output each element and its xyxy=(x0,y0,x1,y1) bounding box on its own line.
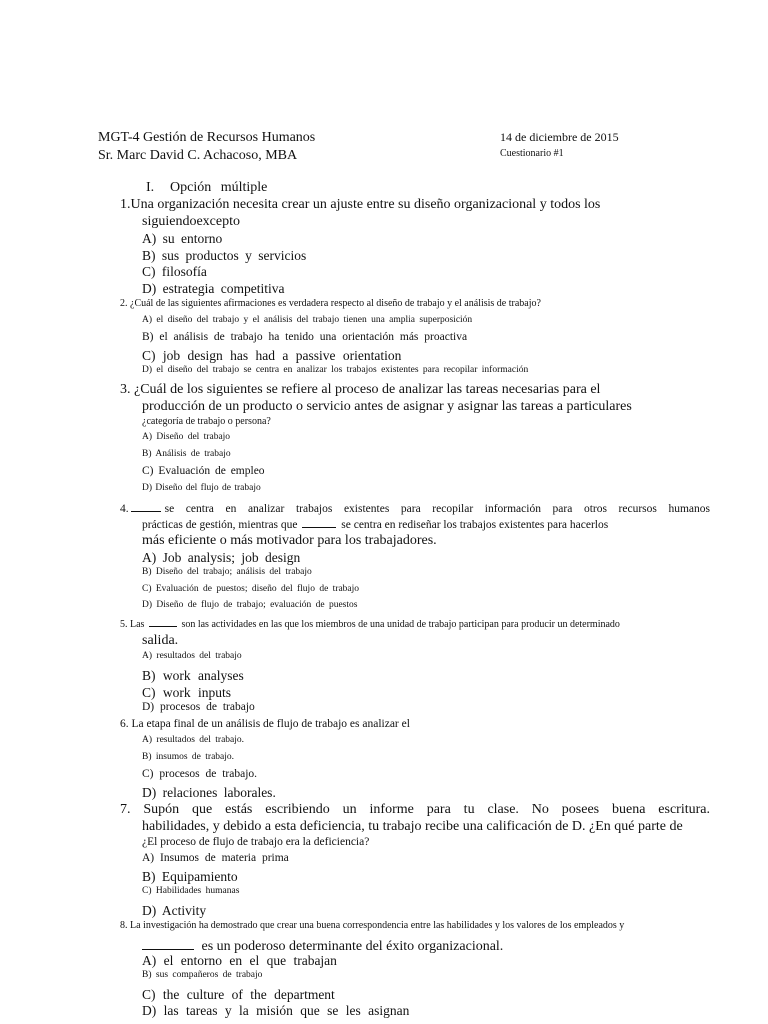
question-2-text: 2. ¿Cuál de las siguientes afirmaciones es verdadera respecto al diseño de trabajo y el análisis de trabajo? xyxy=(120,298,541,309)
question-3-line-3: ¿categoría de trabajo o persona? xyxy=(142,416,271,427)
question-1-option-a: A) su entorno xyxy=(142,231,223,246)
question-8-option-c: C) the culture of the department xyxy=(142,987,335,1002)
question-6-text: 6. La etapa final de un análisis de flujo de trabajo es analizar el xyxy=(120,718,410,730)
course-title: MGT-4 Gestión de Recursos Humanos xyxy=(98,130,316,145)
question-7-line-2: habilidades, y debido a esta deficiencia, tu trabajo recibe una calificación de D. ¿En qué parte de xyxy=(142,819,683,834)
question-4-option-d: D) Diseño de flujo de trabajo; evaluación de puestos xyxy=(142,600,358,610)
exam-date: 14 de diciembre de 2015 xyxy=(500,130,619,144)
question-1-line-1: 1.Una organización necesita crear un ajuste entre su diseño organizacional y todos los xyxy=(120,197,601,212)
question-4-number: 4. xyxy=(120,503,129,515)
question-2-option-a: A) el diseño del trabajo y el análisis del trabajo tienen una amplia superposición xyxy=(142,315,473,325)
question-3-line-2: producción de un producto o servicio antes de asignar y asignar las tareas a particulares xyxy=(142,399,632,414)
answer-blank xyxy=(149,617,177,627)
question-2-option-b: B) el análisis de trabajo ha tenido una orientación más proactiva xyxy=(142,331,468,343)
question-2-option-c: C) job design has had a passive orientation xyxy=(142,348,402,363)
question-4-line-1-text: se centra en analizar trabajos existentes para recopilar información para otros recursos humanos xyxy=(164,503,710,515)
question-8-option-a: A) el entorno en el que trabajan xyxy=(142,953,337,968)
question-6-option-a: A) resultados del trabajo. xyxy=(142,735,245,745)
question-1-line-2: siguiendoexcepto xyxy=(142,214,240,229)
question-7-option-b: B) Equipamiento xyxy=(142,869,238,884)
question-7-option-d: D) Activity xyxy=(142,903,207,918)
question-3-option-b: B) Análisis de trabajo xyxy=(142,449,231,459)
answer-blank xyxy=(131,499,161,512)
question-5-line-1-text: son las actividades en las que los miembros de una unidad de trabajo participan para producir un determinado xyxy=(181,619,620,630)
question-1-option-d: D) estrategia competitiva xyxy=(142,281,285,296)
answer-blank xyxy=(142,937,194,950)
question-7-line-3: ¿El proceso de flujo de trabajo era la deficiencia? xyxy=(142,836,370,848)
question-3-option-c: C) Evaluación de empleo xyxy=(142,465,265,477)
answer-blank xyxy=(302,515,336,528)
question-8-line-1: 8. La investigación ha demostrado que crear una buena correspondencia entre las habilidades y los valores de los empleados y xyxy=(120,920,625,931)
question-4-line-3: más eficiente o más motivador para los trabajadores. xyxy=(142,533,437,548)
quiz-label: Cuestionario #1 xyxy=(500,148,564,159)
question-3-option-d: D) Diseño del flujo de trabajo xyxy=(142,483,261,493)
question-8-line-2-text: es un poderoso determinante del éxito organizacional. xyxy=(201,939,504,954)
question-8-option-b: B) sus compañeros de trabajo xyxy=(142,970,263,980)
question-5-option-c: C) work inputs xyxy=(142,685,231,700)
question-7-option-a: A) Insumos de materia prima xyxy=(142,852,289,864)
question-4-line-2 xyxy=(142,515,608,531)
question-8-option-d: D) las tareas y la misión que se les asignan xyxy=(142,1003,410,1018)
question-7-line-1: 7. Supón que estás escribiendo un informe para tu clase. No posees buena escritura. xyxy=(120,802,710,817)
question-2-option-d: D) el diseño del trabajo se centra en analizar los trabajos existentes para recopilar información xyxy=(142,365,529,375)
question-5-line-2: salida. xyxy=(142,633,179,648)
question-5-option-d: D) procesos de trabajo xyxy=(142,701,255,713)
section-number: I. xyxy=(146,180,155,195)
question-7-option-c: C) Habilidades humanas xyxy=(142,886,240,896)
section-title: Opción múltiple xyxy=(170,180,268,195)
question-4-line-2-text-b: se centra en rediseñar los trabajos existentes para hacerlos xyxy=(341,519,609,531)
question-4-option-c: C) Evaluación de puestos; diseño del flujo de trabajo xyxy=(142,584,360,594)
question-6-option-d: D) relaciones laborales. xyxy=(142,785,276,800)
question-4-option-a: A) Job analysis; job design xyxy=(142,550,301,565)
question-6-option-c: C) procesos de trabajo. xyxy=(142,768,258,780)
question-5-option-a: A) resultados del trabajo xyxy=(142,651,242,661)
question-1-option-c: C) filosofía xyxy=(142,264,207,279)
question-5-number: 5. Las xyxy=(120,619,145,630)
question-3-line-1: 3. ¿Cuál de los siguientes se refiere al proceso de analizar las tareas necesarias para el xyxy=(120,382,601,397)
question-5-option-b: B) work analyses xyxy=(142,668,244,683)
instructor-name: Sr. Marc David C. Achacoso, MBA xyxy=(98,148,298,163)
question-4-line-1 xyxy=(120,499,710,515)
question-1-option-b: B) sus productos y servicios xyxy=(142,248,307,263)
question-4-line-2-text-a: prácticas de gestión, mientras que xyxy=(142,519,298,531)
question-6-option-b: B) insumos de trabajo. xyxy=(142,752,235,762)
question-3-option-a: A) Diseño del trabajo xyxy=(142,432,231,442)
question-4-option-b: B) Diseño del trabajo; análisis del trabajo xyxy=(142,567,312,577)
question-5-line-1 xyxy=(120,617,620,630)
